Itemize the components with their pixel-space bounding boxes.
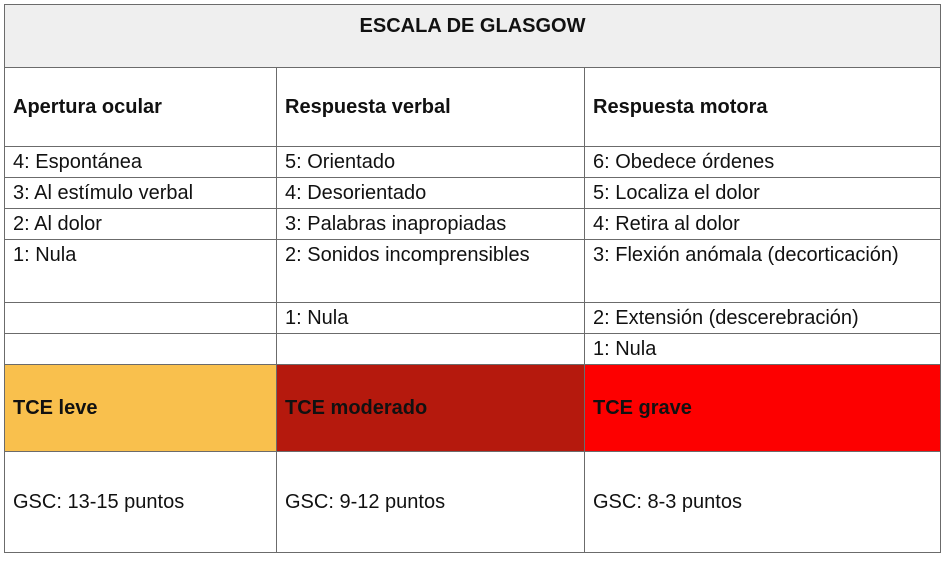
motor-cell: 6: Obedece órdenes [585, 147, 941, 178]
table-row [5, 178, 941, 209]
header-verbal-response: Respuesta verbal [277, 68, 585, 147]
verbal-cell: 1: Nula [277, 303, 585, 334]
severity-mild: TCE leve [5, 365, 277, 452]
points-moderate: GSC: 9-12 puntos [277, 452, 585, 553]
points-severe: GSC: 8-3 puntos [585, 452, 941, 553]
verbal-cell: 3: Palabras inapropiadas [277, 209, 585, 240]
eye-cell: 1: Nula [5, 240, 277, 303]
table-row [5, 303, 941, 334]
eye-cell [5, 303, 277, 334]
severity-severe: TCE grave [585, 365, 941, 452]
eye-cell [5, 334, 277, 365]
motor-cell: 2: Extensión (descerebración) [585, 303, 941, 334]
motor-cell: 1: Nula [585, 334, 941, 365]
verbal-cell: 2: Sonidos incomprensibles [277, 240, 585, 303]
verbal-cell [277, 334, 585, 365]
eye-cell: 2: Al dolor [5, 209, 277, 240]
severity-row [5, 365, 941, 452]
points-row [5, 452, 941, 553]
motor-cell: 3: Flexión anómala (decorticación) [585, 240, 941, 303]
eye-cell: 3: Al estímulo verbal [5, 178, 277, 209]
motor-cell: 4: Retira al dolor [585, 209, 941, 240]
header-eye-opening: Apertura ocular [5, 68, 277, 147]
table-row [5, 147, 941, 178]
points-mild: GSC: 13-15 puntos [5, 452, 277, 553]
severity-moderate: TCE moderado [277, 365, 585, 452]
header-motor-response: Respuesta motora [585, 68, 941, 147]
table-row [5, 334, 941, 365]
glasgow-scale-table [4, 4, 941, 553]
verbal-cell: 4: Desorientado [277, 178, 585, 209]
table-row [5, 240, 941, 303]
motor-cell: 5: Localiza el dolor [585, 178, 941, 209]
eye-cell: 4: Espontánea [5, 147, 277, 178]
glasgow-scale-table-container [4, 4, 940, 557]
verbal-cell: 5: Orientado [277, 147, 585, 178]
table-row [5, 209, 941, 240]
table-title: ESCALA DE GLASGOW [5, 5, 941, 68]
